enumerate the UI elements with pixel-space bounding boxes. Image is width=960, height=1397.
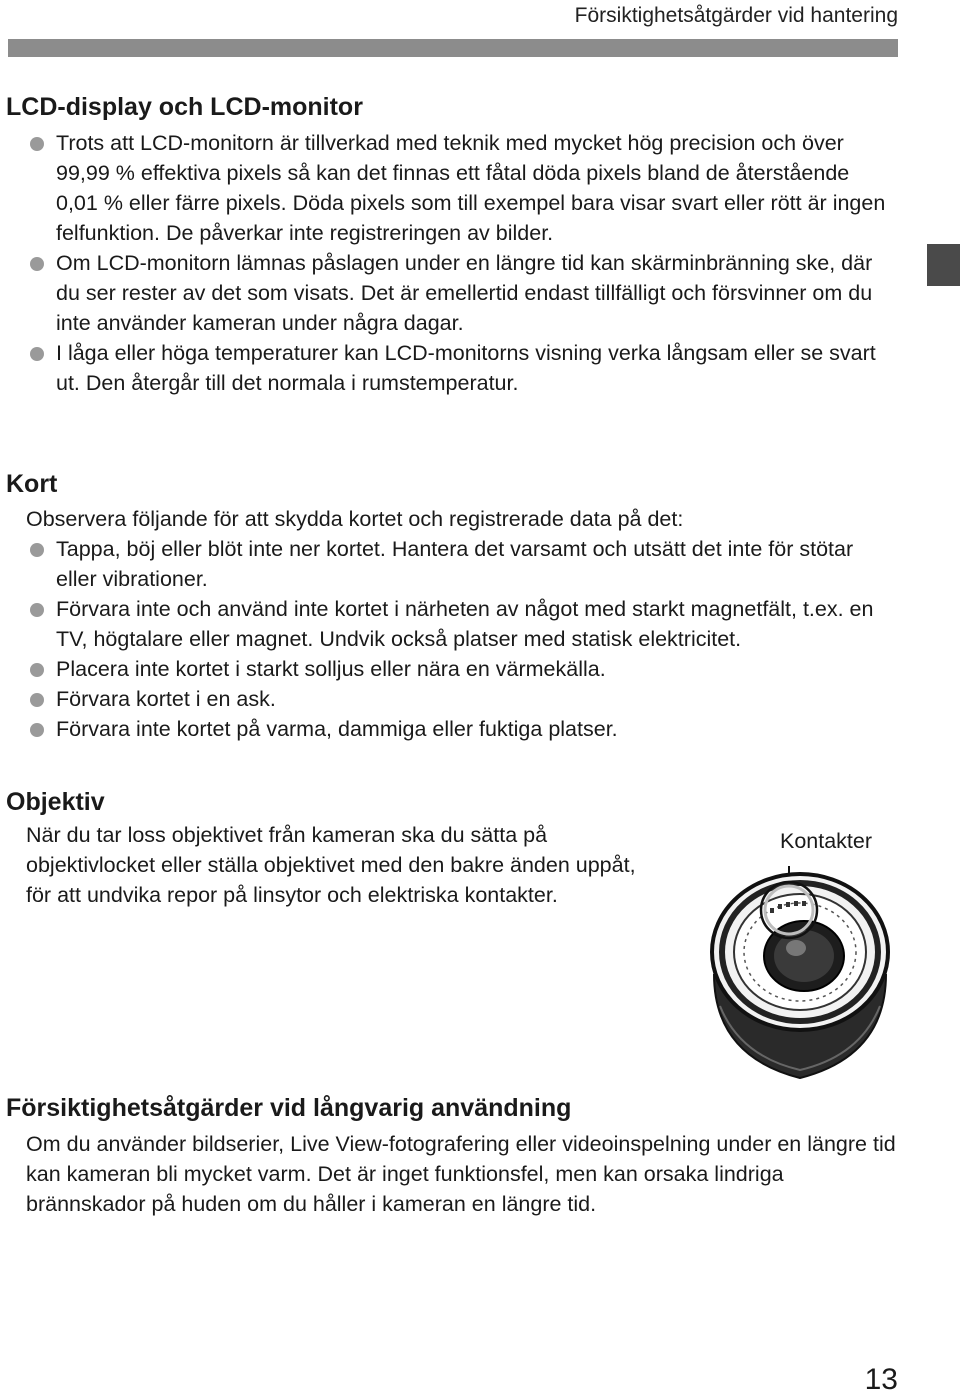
- bullet-icon: [30, 723, 44, 737]
- bullet-icon: [30, 693, 44, 707]
- list-item: Förvara inte och använd inte kortet i närheten av något med starkt magnetfält, t.ex. en TV, högtalare eller magnet. Undvik också platser med statisk elektricitet.: [26, 594, 876, 654]
- lens-caption: Kontakter: [780, 829, 873, 853]
- chapter-tab-marker: [927, 244, 960, 286]
- bullet-icon: [30, 257, 44, 271]
- list-item: Förvara kortet i en ask.: [26, 684, 876, 714]
- lcd-bullet-list: [26, 128, 888, 398]
- list-item: Förvara inte kortet på varma, dammiga eller fuktiga platser.: [26, 714, 876, 744]
- list-item: Trots att LCD-monitorn är tillverkad med teknik med mycket hög precision och över 99,99 % effektiva pixels så kan det finnas ett fåtal döda pixels bland de återstående 0,01 % eller färre pixels. Döda pixels som till exempel bara visar svart eller rött är ingen felfunktion. De påverkar inte registreringen av bilder.: [26, 128, 888, 248]
- bullet-icon: [30, 347, 44, 361]
- header-bar: [8, 39, 898, 57]
- page-number: 13: [864, 1363, 898, 1396]
- card-bullet-list: [26, 534, 876, 744]
- list-item: I låga eller höga temperaturer kan LCD-monitorns visning verka långsam eller se svart ut. Den återgår till det normala i rumstemperatur.: [26, 338, 888, 398]
- section-heading-lens: Objektiv: [6, 788, 105, 816]
- list-item: Om LCD-monitorn lämnas påslagen under en längre tid kan skärminbränning ske, där du ser rester av det som visats. Det är emellertid endast tillfälligt och försvinner om du inte använder kameran under några dagar.: [26, 248, 888, 338]
- bullet-icon: [30, 137, 44, 151]
- list-item: Tappa, böj eller blöt inte ner kortet. Hantera det varsamt och utsätt det inte för stötar eller vibrationer.: [26, 534, 876, 594]
- bullet-icon: [30, 543, 44, 557]
- list-item: Placera inte kortet i starkt solljus eller nära en värmekälla.: [26, 654, 876, 684]
- page-header-title: Försiktighetsåtgärder vid hantering: [574, 4, 898, 27]
- bullet-icon: [30, 603, 44, 617]
- section-heading-card: Kort: [6, 470, 58, 498]
- lens-paragraph: När du tar loss objektivet från kameran ska du sätta på objektivlocket eller ställa objektivet med den bakre änden uppåt, för att undvika repor på linsytor och elektriska kontakter.: [26, 823, 636, 907]
- lens-illustration: [700, 856, 900, 1091]
- bullet-icon: [30, 663, 44, 677]
- section-heading-lcd: LCD-display och LCD-monitor: [6, 93, 363, 121]
- long-use-paragraph: Om du använder bildserier, Live View-fotografering eller videoinspelning under en längre tid kan kameran bli mycket varm. Det är inget funktionsfel, men kan orsaka lindriga brännskador på huden om du håller i kameran en längre tid.: [26, 1132, 896, 1216]
- card-intro: Observera följande för att skydda kortet och registrerade data på det:: [26, 507, 684, 531]
- section-heading-long-use: Försiktighetsåtgärder vid långvarig användning: [6, 1094, 572, 1122]
